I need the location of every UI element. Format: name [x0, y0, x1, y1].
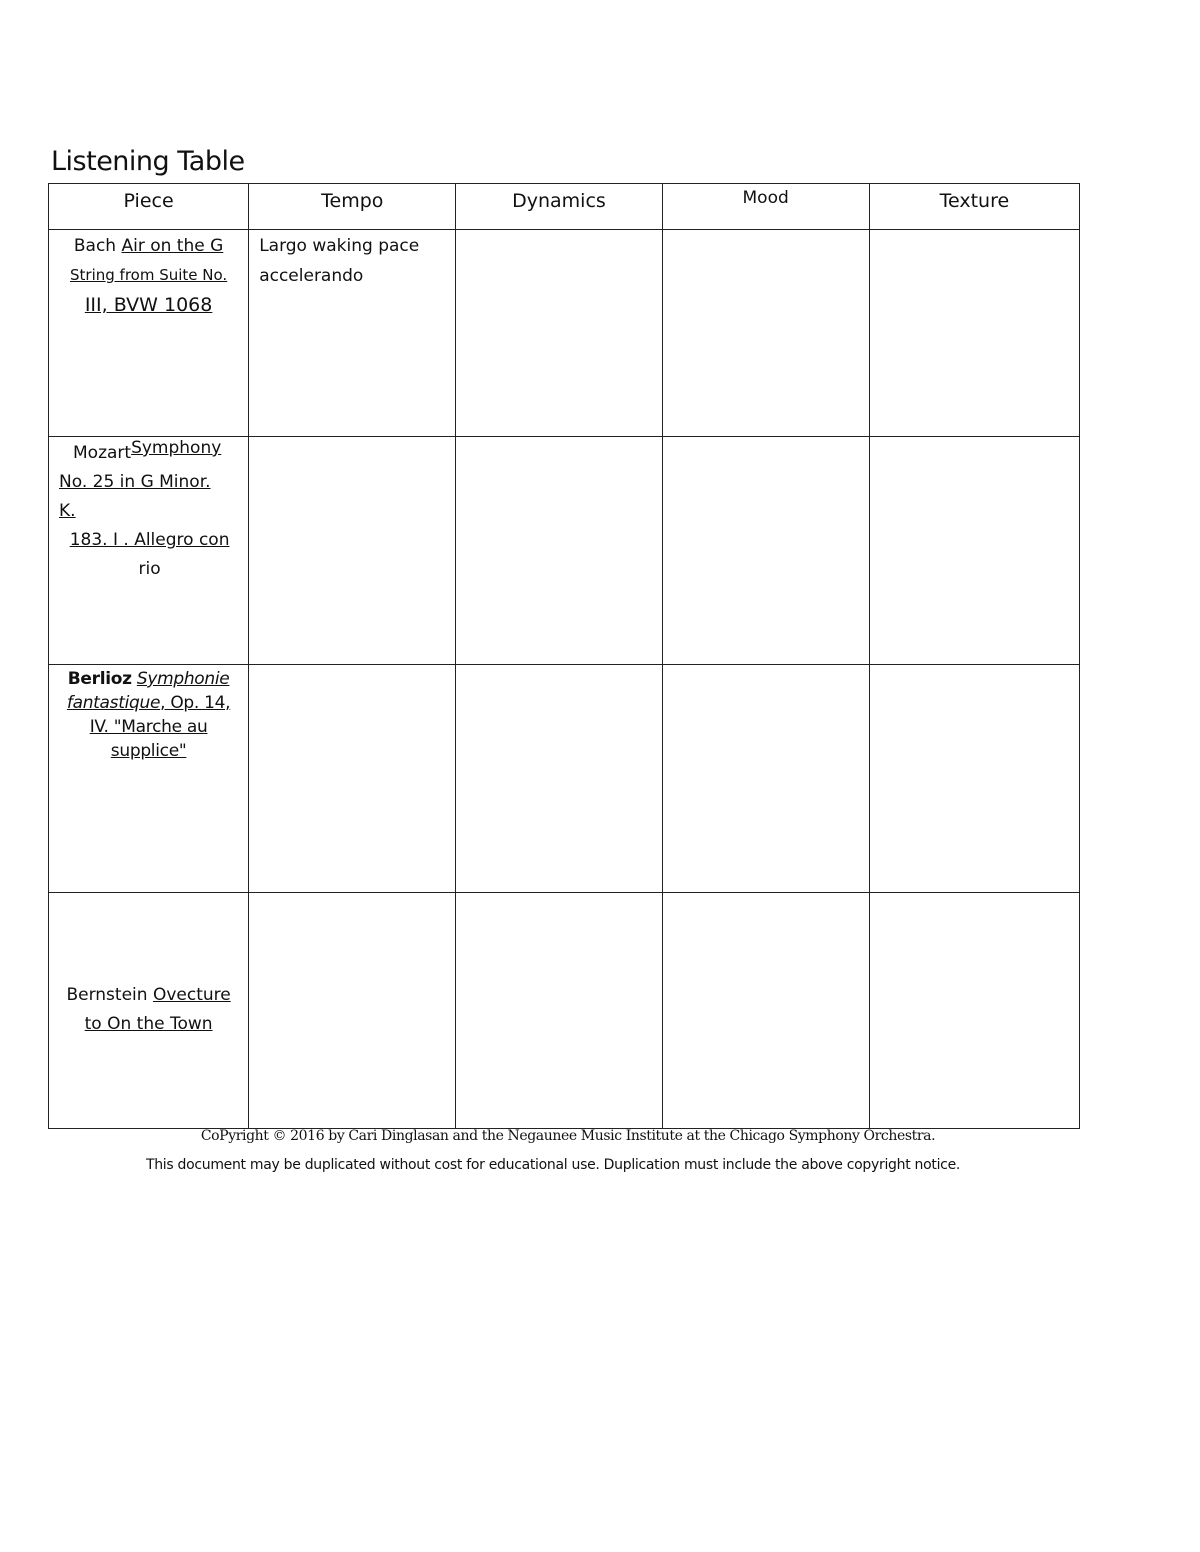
composer-name: Bernstein: [66, 985, 148, 1005]
duplication-notice: This document may be duplicated without cost for educational use. Duplication must include the above copyright notice.: [145, 1157, 961, 1173]
tempo-note: Largo waking pace: [259, 236, 420, 256]
tempo-cell[interactable]: [249, 893, 456, 1129]
header-piece: Piece: [49, 184, 249, 230]
table-row: [49, 230, 1080, 437]
dynamics-cell[interactable]: [456, 437, 662, 665]
piece-cell[interactable]: [49, 437, 249, 665]
table-header-row: [49, 184, 1080, 230]
texture-cell[interactable]: [869, 230, 1079, 437]
piece-title: Symphonie: [136, 669, 230, 689]
piece-title: Ovecture: [152, 985, 231, 1005]
mood-cell[interactable]: [662, 437, 869, 665]
piece-title: III, BVW 1068: [84, 294, 213, 316]
table-row: [49, 665, 1080, 893]
tempo-cell[interactable]: [249, 230, 456, 437]
document-title: Listening Table: [51, 146, 245, 177]
piece-title: String from Suite No.: [70, 266, 228, 284]
composer-name: Bach: [73, 236, 117, 256]
header-tempo: Tempo: [249, 184, 456, 230]
dynamics-cell[interactable]: [456, 893, 662, 1129]
piece-cell[interactable]: [49, 893, 249, 1129]
mood-cell[interactable]: [662, 230, 869, 437]
piece-title: , Op. 14,: [160, 693, 231, 713]
piece-title: Air on the G: [121, 236, 224, 256]
piece-title: rio: [138, 559, 161, 579]
piece-cell[interactable]: [49, 230, 249, 437]
piece-title: supplice": [110, 741, 187, 761]
header-texture: Texture: [869, 184, 1079, 230]
piece-cell[interactable]: [49, 665, 249, 893]
piece-title: to On the Town: [84, 1014, 213, 1034]
piece-title: No. 25 in G Minor.: [59, 472, 211, 492]
texture-cell[interactable]: [869, 665, 1079, 893]
piece-title: IV. "Marche au: [89, 717, 208, 737]
tempo-cell[interactable]: [249, 437, 456, 665]
tempo-cell[interactable]: [249, 665, 456, 893]
table-row: [49, 893, 1080, 1129]
table-row: [49, 437, 1080, 665]
listening-table: [48, 183, 1080, 1129]
mood-cell[interactable]: [662, 893, 869, 1129]
piece-title: Symphony: [131, 438, 222, 458]
composer-name: Berlioz: [67, 669, 132, 689]
dynamics-cell[interactable]: [456, 665, 662, 893]
dynamics-cell[interactable]: [456, 230, 662, 437]
copyright-line: CoPyright © 2016 by Cari Dinglasan and the Negaunee Music Institute at the Chicago Symphony Orchestra.: [200, 1128, 936, 1144]
piece-title: fantastique: [66, 693, 161, 713]
texture-cell[interactable]: [869, 437, 1079, 665]
composer-name: Mozart: [73, 443, 132, 463]
mood-cell[interactable]: [662, 665, 869, 893]
piece-title: 183. I . Allegro con: [69, 530, 230, 550]
header-dynamics: Dynamics: [456, 184, 662, 230]
header-mood: Mood: [662, 184, 869, 230]
piece-title: K.: [59, 501, 76, 521]
texture-cell[interactable]: [869, 893, 1079, 1129]
tempo-note: accelerando: [259, 266, 364, 286]
